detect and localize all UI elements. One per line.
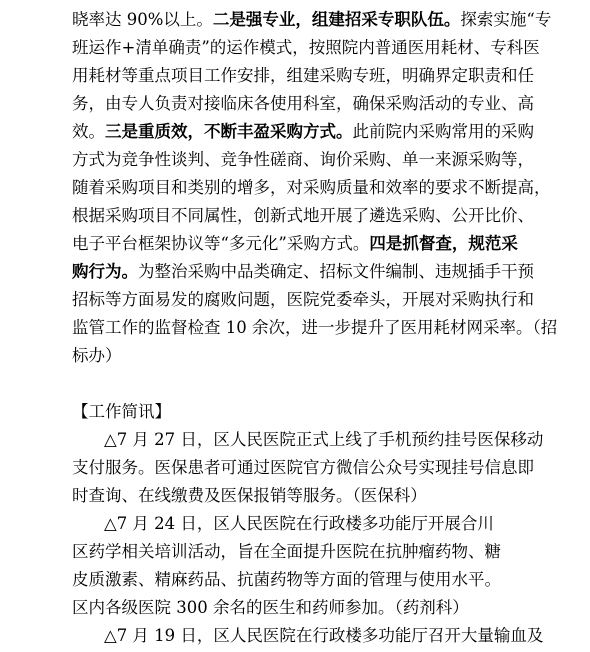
bold-text-run: 购行为。: [72, 262, 138, 281]
text-line: [72, 258, 572, 286]
bold-text-run: 二是强专业，组建招采专职队伍。: [212, 10, 461, 29]
text-run: 皮质激素、精麻药品、抗菌药物等方面的管理与使用水平。: [72, 570, 501, 589]
text-run: △7 月 24 日，区人民医院在行政楼多功能厅开展合川: [104, 514, 494, 533]
section-heading-text: 【工作简讯】: [72, 402, 171, 421]
text-line: [72, 174, 572, 202]
text-run: 标办）: [72, 346, 122, 365]
text-run: △7 月 19 日，区人民医院在行政楼多功能厅召开大量输血及: [104, 626, 544, 645]
text-line: [72, 286, 572, 314]
text-run: 方式为竞争性谈判、竞争性磋商、询价采购、单一来源采购等，: [72, 150, 534, 169]
text-run: 晓率达 90%以上。: [72, 10, 213, 29]
text-line: [72, 90, 572, 118]
brief-line: [104, 622, 574, 650]
text-run: 招标等方面易发的腐败问题，医院党委牵头，开展对采购执行和: [72, 290, 534, 309]
text-run: 时查询、在线缴费及医保报销等服务。（医保科）: [72, 486, 427, 505]
bold-text-run: 四是抓督查，规范采: [369, 234, 518, 253]
text-run: 用耗材等重点项目工作安排，组建采购专班，明确界定职责和任: [72, 66, 534, 85]
text-line: [72, 34, 572, 62]
text-line: [72, 118, 572, 146]
section-heading: [72, 398, 572, 426]
text-run: 随着采购项目和类别的增多，对采购质量和效率的要求不断提高，: [72, 178, 551, 197]
text-run: 班运作+清单确责”的运作模式，按照院内普通医用耗材、专科医: [72, 38, 540, 57]
text-line: [72, 342, 572, 370]
text-run: 根据采购项目不同属性，创新式地开展了遴选采购、公开比价、: [72, 206, 534, 225]
text-run: 效。: [72, 122, 105, 141]
text-run: 支付服务。医保患者可通过医院官方微信公众号实现挂号信息即: [72, 458, 534, 477]
text-line: [72, 6, 572, 34]
text-run: 区药学相关培训活动，旨在全面提升医院在抗肿瘤药物、糖: [72, 542, 501, 561]
brief-line: [72, 482, 572, 510]
brief-line: [72, 566, 572, 594]
brief-line: [72, 454, 572, 482]
bold-text-run: 三是重质效，不断丰盈采购方式。: [105, 122, 353, 141]
brief-line: [72, 594, 572, 622]
text-run: △7 月 27 日，区人民医院正式上线了手机预约挂号医保移动: [104, 430, 544, 449]
brief-line: [104, 510, 574, 538]
text-run: 务，由专人负责对接临床各使用科室，确保采购活动的专业、高: [72, 94, 534, 113]
text-line: [72, 202, 572, 230]
text-run: 电子平台框架协议等“多元化”采购方式。: [72, 234, 370, 253]
brief-line: [104, 426, 574, 454]
text-run: 此前院内采购常用的采购: [352, 122, 534, 141]
text-run: 探索实施“专: [460, 10, 552, 29]
brief-line: [72, 538, 572, 566]
text-line: [72, 230, 572, 258]
text-line: [72, 62, 572, 90]
text-run: 监管工作的监督检查 10 余次，进一步提升了医用耗材网采率。（招: [72, 318, 558, 337]
text-line: [72, 146, 572, 174]
text-line: [72, 314, 572, 342]
text-run: 为整治采购中品类确定、招标文件编制、违规插手干预: [138, 262, 534, 281]
text-run: 区内各级医院 300 余名的医生和药师参加。（药剂科）: [72, 598, 469, 617]
